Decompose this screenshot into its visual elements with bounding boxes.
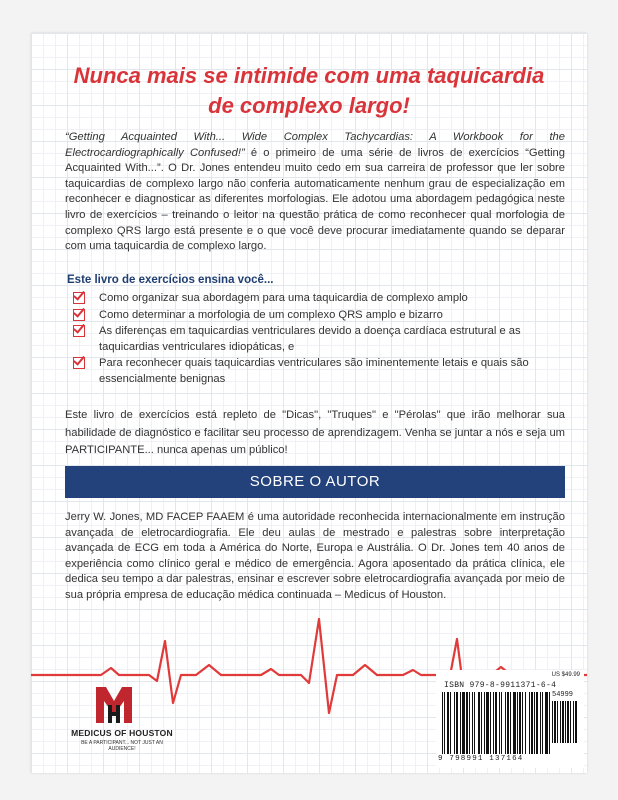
teaches-heading: Este livro de exercícios ensina você...	[67, 274, 274, 286]
logo-tagline: BE A PARTICIPANT... NOT JUST AN AUDIENCE!	[81, 740, 163, 752]
ean-number: 9 798991 137164	[438, 755, 524, 763]
logo-name: MEDICUS OF HOUSTON	[71, 728, 173, 738]
medicus-logo	[67, 683, 177, 763]
barcode-bars	[442, 692, 550, 754]
checkbox-icon	[73, 309, 85, 321]
book-back-cover	[31, 33, 587, 773]
author-bio: Jerry W. Jones, MD FACEP FAAEM é uma autoridade reconhecida internacionalmente em instrução avançada de eletrocardiografia. Ele deu aulas de mestrado e palestras sobre interpretação avançada de ECG em toda a América do Norte, Europa e Austrália. O Dr. Jones tem 40 anos de experiência como clínico geral e médico de emergência. Agora aposentado da prática clínica, ele dedica seu tempo a dar palestras, ensinar e escrever sobre eletrocardiografia avançada por meio de sua própria empresa de educação médica continuada – Medicus of Houston.	[65, 511, 565, 601]
list-item	[73, 356, 543, 387]
list-item	[73, 308, 543, 324]
addon-barcode-bars	[552, 701, 578, 743]
checkbox-icon	[73, 325, 85, 337]
list-item-text: As diferenças em taquicardias ventriculares devido a doença cardíaca estrutural e as taquicardias ventriculares idiopáticas, e	[99, 325, 521, 353]
addon-code: 54999	[552, 691, 574, 699]
list-item-text: Para reconhecer quais taquicardias ventriculares são iminentemente letais e quais são essencialmente benignas	[99, 357, 529, 385]
checkbox-icon	[73, 357, 85, 369]
teaches-list	[73, 291, 543, 389]
headline-line-1: Nunca mais se intimide com uma taquicardia	[73, 63, 545, 88]
list-item-text: Como determinar a morfologia de um complexo QRS amplo e bizarro	[99, 308, 443, 321]
workbook-paragraph: Este livro de exercícios está repleto de "Dicas", "Truques" e "Pérolas" que irão melhorar sua habilidade de diagnóstico e facilitar seu processo de aprendizagem. Venha se juntar a nós e seja um PARTICIPANTE... nunca apenas um público!	[65, 409, 565, 456]
headline-line-2: de complexo largo!	[208, 93, 410, 118]
list-item	[73, 291, 543, 307]
about-author-banner: SOBRE O AUTOR	[65, 466, 565, 498]
medicus-logo-icon	[94, 683, 134, 725]
isbn-text: ISBN 979-8-9911371-6-4	[444, 681, 557, 690]
intro-text: é o primeiro de uma série de livros de exercícios “Getting Acquainted With...”. O Dr. Jones entendeu muito cedo em sua carreira de professor que ler sobre taquicardias de complexo largo não conferia automaticamente nenhum grau de especialização em reconhecer e diagnosticar as diferentes morfologias. Ele adotou uma abordagem pedagógica neste livro de exercícios – treinando o leitor na questão prática de como reconhecer qual morfologia de complexo QRS largo está presente e o que você deve procurar imediatamente quando se deparar com uma taquicardia de complexo largo.	[65, 146, 565, 253]
barcode-box	[436, 670, 584, 768]
intro-paragraph	[65, 130, 565, 255]
list-item-text: Como organizar sua abordagem para uma taquicardia de complexo amplo	[99, 292, 468, 304]
intro-book-title: “Getting Acquainted With... Wide Complex Tachycardias: A Workbook for the Electrocardiographically Confused!”	[65, 131, 565, 159]
checkbox-icon	[73, 292, 85, 304]
price-label: US $49.99	[551, 672, 580, 678]
list-item	[73, 324, 543, 355]
